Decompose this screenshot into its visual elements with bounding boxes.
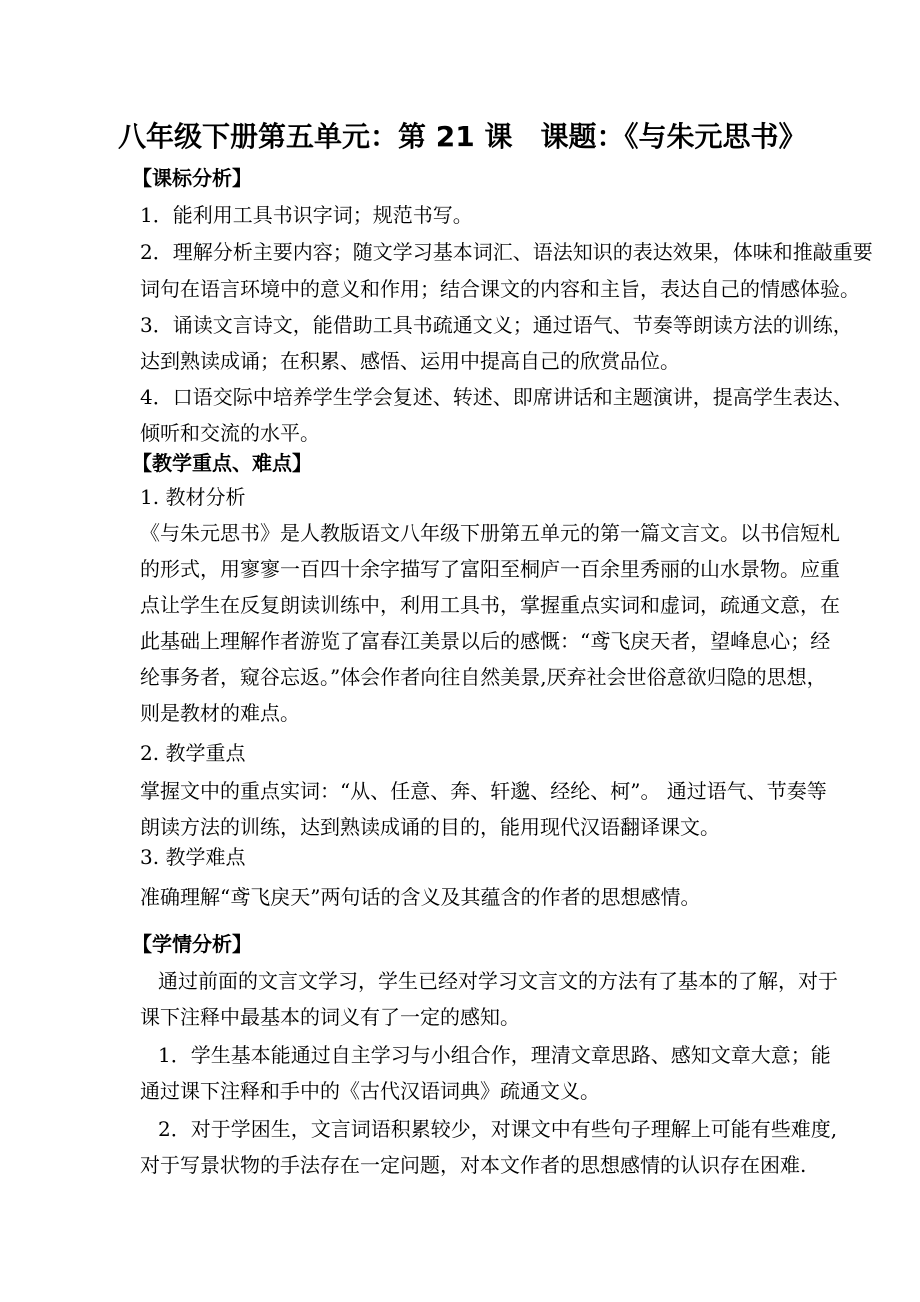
paragraph-line: 词句在语言环境中的意义和作用；结合课文的内容和主旨，表达自己的情感体验。 xyxy=(140,277,860,301)
paragraph-line: 3．诵读文言诗文，能借助工具书疏通文义；通过语气、节奏等朗读方法的训练， xyxy=(140,313,853,337)
paragraph-line: 掌握文中的重点实词：“从、任意、奔、轩邈、经纶、柯”。 通过语气、节奏等 xyxy=(140,779,827,803)
paragraph-line: 纶事务者，窥谷忘返。”体会作者向往自然美景,厌弃社会世俗意欲归隐的思想， xyxy=(140,665,827,689)
paragraph-line: 对于写景状物的手法存在一定问题，对本文作者的思想感情的认识存在困难. xyxy=(140,1153,807,1177)
paragraph-line: 《与朱元思书》是人教版语文八年级下册第五单元的第一篇文言文。以书信短札 xyxy=(140,521,840,545)
paragraph-line: 的形式，用寥寥一百四十余字描写了富阳至桐庐一百余里秀丽的山水景物。应重 xyxy=(140,557,840,581)
paragraph-line: 课下注释中最基本的词义有了一定的感知。 xyxy=(140,1005,520,1029)
subheading: 1. 教材分析 xyxy=(140,485,246,509)
section-heading-key-points: 【教学重点、难点】 xyxy=(132,451,312,475)
subheading: 3. 教学难点 xyxy=(140,845,246,869)
paragraph-line: 此基础上理解作者游览了富春江美景以后的感慨：“鸢飞戾天者，望峰息心；经 xyxy=(140,629,831,653)
paragraph-line: 1．学生基本能通过自主学习与小组合作，理清文章思路、感知文章大意；能 xyxy=(158,1043,831,1067)
paragraph-line: 点让学生在反复朗读训练中，利用工具书，掌握重点实词和虚词，疏通文意，在 xyxy=(140,593,840,617)
section-heading-student-analysis: 【学情分析】 xyxy=(132,932,252,956)
paragraph-line: 2．对于学困生，文言词语积累较少，对课文中有些句子理解上可能有些难度, xyxy=(158,1117,838,1141)
paragraph-line: 通过课下注释和手中的《古代汉语词典》疏通文义。 xyxy=(140,1079,600,1103)
paragraph-line: 达到熟读成诵；在积累、感悟、运用中提高自己的欣赏品位。 xyxy=(140,349,680,373)
paragraph-line: 则是教材的难点。 xyxy=(140,701,300,725)
subheading: 2. 教学重点 xyxy=(140,741,246,765)
paragraph-line: 朗读方法的训练，达到熟读成诵的目的，能用现代汉语翻译课文。 xyxy=(140,815,720,839)
paragraph-line: 4．口语交际中培养学生学会复述、转述、即席讲话和主题演讲，提高学生表达、 xyxy=(140,385,853,409)
paragraph-line: 准确理解“鸢飞戾天”两句话的含义及其蕴含的作者的思想感情。 xyxy=(140,885,701,909)
paragraph-line: 倾听和交流的水平。 xyxy=(140,421,320,445)
section-heading-curriculum: 【课标分析】 xyxy=(132,166,252,190)
page-title: 八年级下册第五单元：第 21 课 课题：《与朱元思书》 xyxy=(118,120,807,153)
paragraph-line: 1．能利用工具书识字词；规范书写。 xyxy=(140,203,473,227)
paragraph-line: 2．理解分析主要内容；随文学习基本词汇、语法知识的表达效果，体味和推敲重要 xyxy=(140,240,873,264)
paragraph-line: 通过前面的文言文学习，学生已经对学习文言文的方法有了基本的了解，对于 xyxy=(158,969,838,993)
